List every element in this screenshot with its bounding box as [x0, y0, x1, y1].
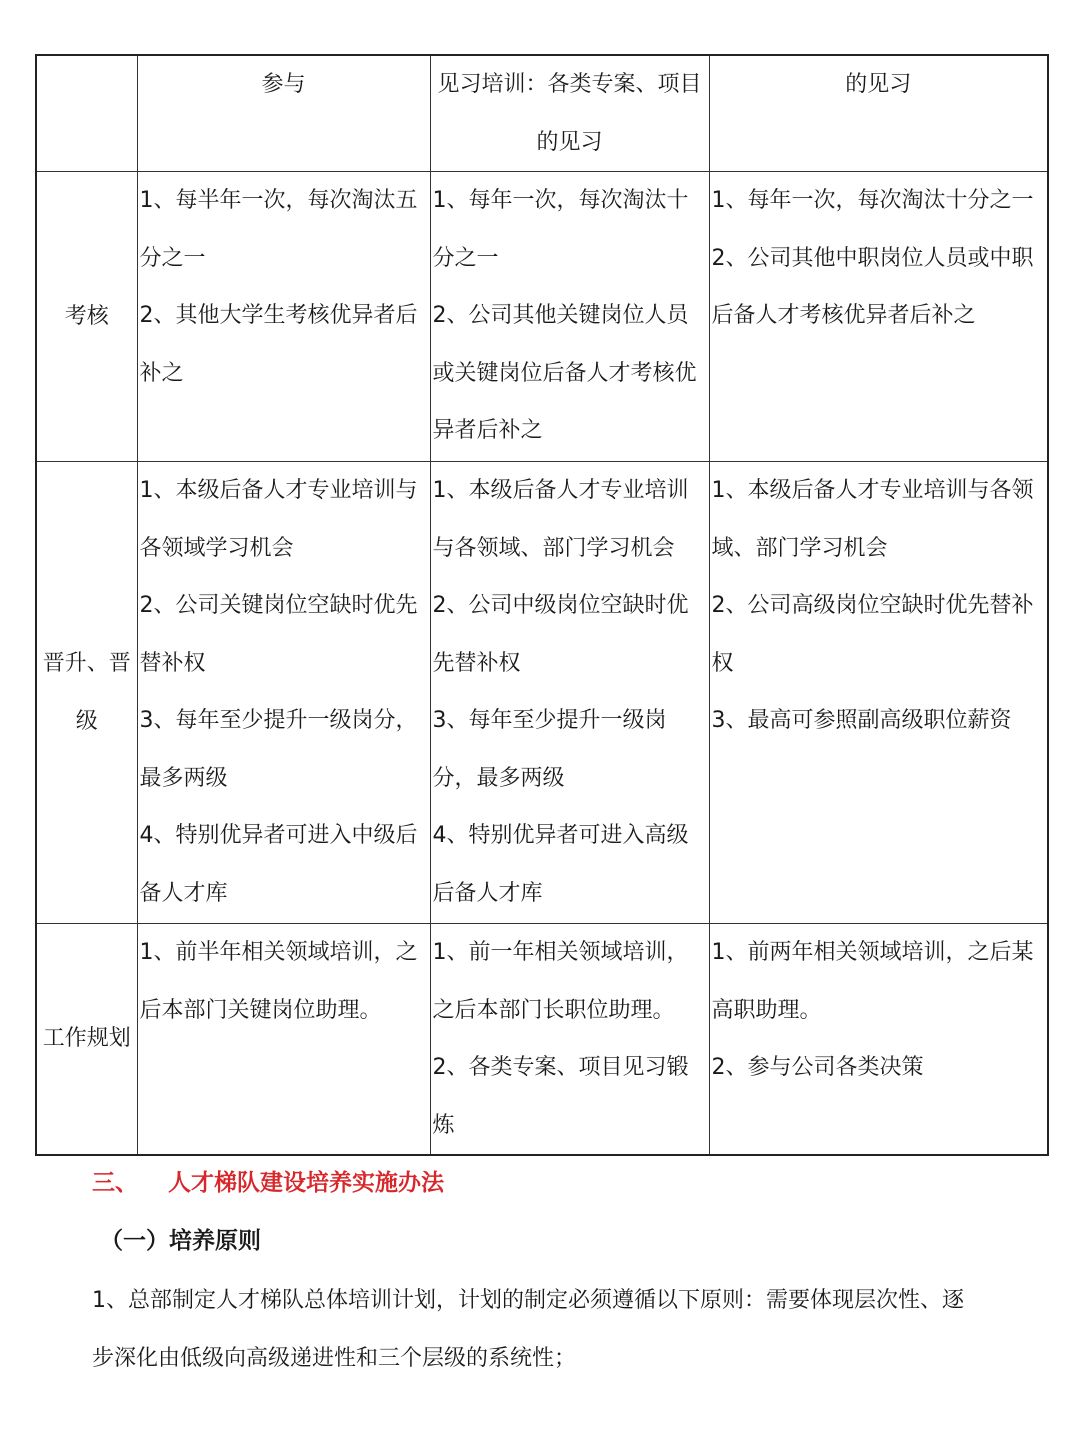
- cell-line: 4、特别优异者可进入高级后备人才库: [432, 823, 689, 906]
- table-row-assessment: [36, 172, 1048, 462]
- section-heading: [92, 1164, 444, 1197]
- cell-line: 4、特别优异者可进入中级后备人才库: [139, 823, 418, 906]
- cell-line: 3、每年至少提升一级岗分，最多两级: [139, 708, 418, 791]
- row-label-empty: [36, 55, 137, 172]
- cell-line: 1、前半年相关领域培训，之后本部门关键岗位助理。: [139, 940, 418, 1023]
- cell-top-col2: 见习培训：各类专案、项目的见习: [430, 55, 709, 172]
- cell-line: 1、本级后备人才专业培训与各领域学习机会: [139, 478, 418, 561]
- cell-promotion-col2: [430, 462, 709, 924]
- cell-line: 2、各类专案、项目见习锻炼: [432, 1055, 689, 1138]
- cell-assessment-col1: [137, 172, 430, 462]
- cell-line: 1、每年一次，每次淘汰十分之一: [432, 188, 689, 271]
- cell-line: 1、前一年相关领域培训，之后本部门长职位助理。: [432, 940, 689, 1023]
- section-number: 三、: [92, 1170, 138, 1196]
- section-title: 人才梯队建设培养实施办法: [168, 1170, 444, 1196]
- cell-line: 2、公司其他关键岗位人员或关键岗位后备人才考核优异者后补之: [432, 303, 697, 443]
- row-label-promotion: 晋升、晋级: [36, 462, 137, 924]
- cell-line: 1、本级后备人才专业培训与各领域、部门学习机会: [711, 478, 1034, 561]
- cell-top-col1: 参与: [137, 55, 430, 172]
- cell-line: 1、本级后备人才专业培训与各领域、部门学习机会: [432, 478, 689, 561]
- table-row-top: [36, 55, 1048, 172]
- subsection-heading: （一）培养原则: [100, 1228, 261, 1254]
- cell-work-plan-col3: [709, 924, 1048, 1156]
- cell-promotion-col3: [709, 462, 1048, 924]
- table-row-work-plan: [36, 924, 1048, 1156]
- cell-top-col3: 的见习: [709, 55, 1048, 172]
- cell-line: 2、公司关键岗位空缺时优先替补权: [139, 593, 418, 676]
- cell-line: 2、公司中级岗位空缺时优先替补权: [432, 593, 689, 676]
- cell-line: 1、每年一次，每次淘汰十分之一: [711, 188, 1034, 213]
- cell-line: 1、前两年相关领域培训，之后某高职助理。: [711, 940, 1034, 1023]
- cell-line: 2、公司其他中职岗位人员或中职后备人才考核优异者后补之: [711, 245, 1034, 328]
- body-paragraph: 1、总部制定人才梯队总体培训计划，计划的制定必须遵循以下原则：需要体现层次性、逐步深化由低级向高级递进性和三个层级的系统性；: [92, 1288, 965, 1371]
- talent-ladder-table: [35, 54, 1049, 1156]
- row-label-work-plan: 工作规划: [36, 924, 137, 1156]
- cell-assessment-col2: [430, 172, 709, 462]
- row-label-assessment: 考核: [36, 172, 137, 462]
- table-row-promotion: [36, 462, 1048, 924]
- cell-line: 2、其他大学生考核优异者后补之: [139, 303, 418, 386]
- cell-work-plan-col1: [137, 924, 430, 1156]
- cell-line: 2、参与公司各类决策: [711, 1055, 924, 1080]
- cell-line: 2、公司高级岗位空缺时优先替补权: [711, 593, 1034, 676]
- cell-assessment-col3: [709, 172, 1048, 462]
- cell-line: 3、每年至少提升一级岗分，最多两级: [432, 708, 667, 791]
- cell-line: 3、最高可参照副高级职位薪资: [711, 708, 1012, 733]
- cell-line: 1、每半年一次，每次淘汰五分之一: [139, 188, 418, 271]
- cell-promotion-col1: [137, 462, 430, 924]
- cell-work-plan-col2: [430, 924, 709, 1156]
